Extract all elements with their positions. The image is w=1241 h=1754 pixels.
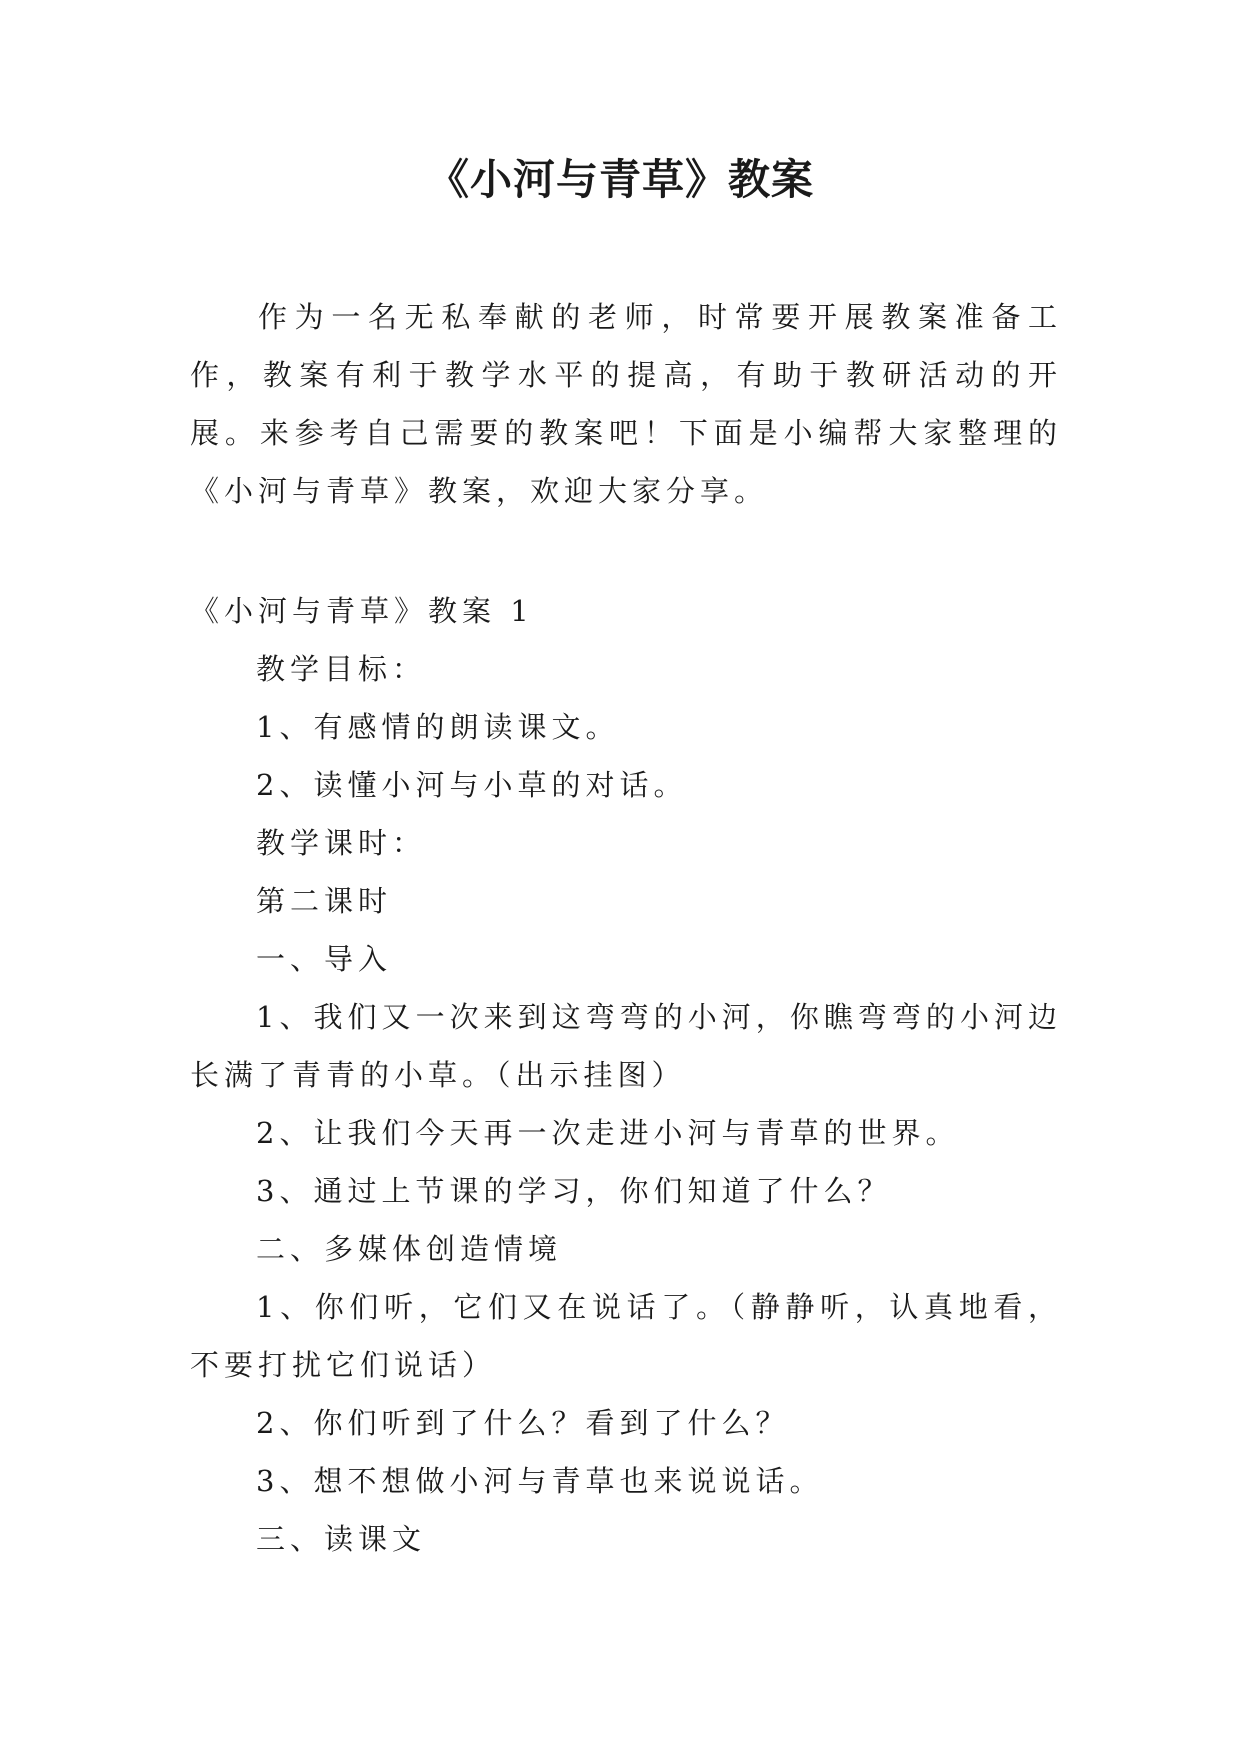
body-line: 一、导入 — [256, 942, 393, 976]
body-line: 教学目标： — [256, 652, 427, 686]
body-line: 2、读懂小河与小草的对话。 — [256, 768, 688, 802]
body-line: 3、想不想做小河与青草也来说说话。 — [256, 1464, 824, 1498]
section-heading: 《小河与青草》教案 1 — [190, 594, 534, 628]
body-line: 三、读课文 — [256, 1522, 427, 1556]
body-line: 2、让我们今天再一次走进小河与青草的世界。 — [256, 1116, 960, 1150]
body-line: 3、通过上节课的学习，你们知道了什么？ — [256, 1174, 892, 1208]
body-line: 1、你们听，它们又在说话了。（静静听，认真地看，不要打扰它们说话） — [190, 1290, 1062, 1382]
document-title: 《小河与青草》教案 — [426, 155, 814, 204]
body-line: 教学课时： — [256, 826, 427, 860]
intro-paragraph: 作为一名无私奉献的老师，时常要开展教案准备工作，教案有利于教学水平的提高，有助于教研活动的开展。来参考自己需要的教案吧！下面是小编帮大家整理的《小河与青草》教案，欢迎大家分享。 — [190, 300, 1062, 508]
body-line: 第二课时 — [256, 884, 393, 918]
body-line: 2、你们听到了什么？看到了什么？ — [256, 1406, 790, 1440]
document-body — [190, 582, 1062, 1568]
body-line: 二、多媒体创造情境 — [256, 1232, 563, 1266]
body-line: 1、有感情的朗读课文。 — [256, 710, 620, 744]
body-line: 1、我们又一次来到这弯弯的小河，你瞧弯弯的小河边长满了青青的小草。（出示挂图） — [190, 1000, 1062, 1092]
